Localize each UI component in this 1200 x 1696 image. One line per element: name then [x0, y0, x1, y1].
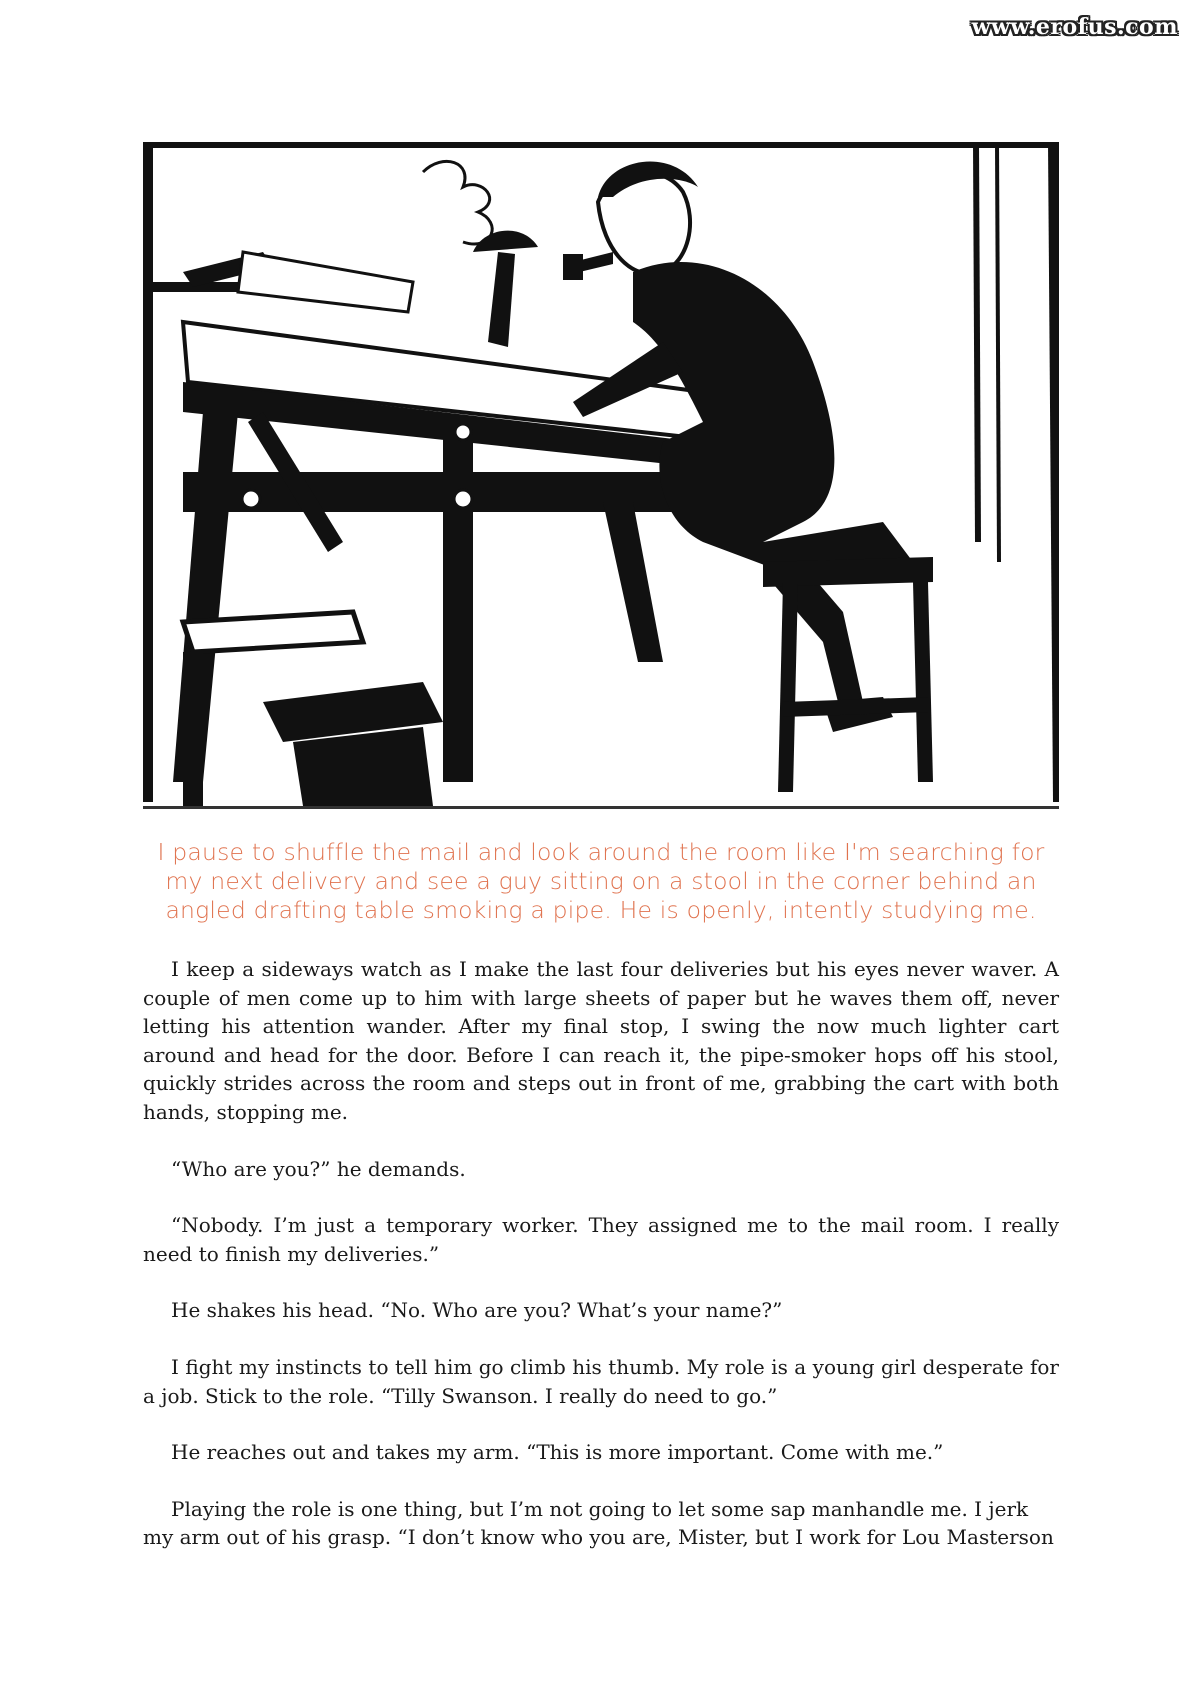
- illustration-caption: I pause to shuffle the mail and look around the room like I'm searching for my next delivery and see a guy sitting on a stool in the corner behind an angled drafting table smoking a pipe. He is openly, intently studying me.: [157, 838, 1045, 924]
- illustration-drafting-table: [143, 142, 1059, 809]
- watermark: www.erofus.com: [971, 14, 1178, 40]
- paragraph: “Nobody. I’m just a temporary worker. They assigned me to the mail room. I really need to finish my deliveries.”: [143, 1213, 1059, 1266]
- paragraph: I keep a sideways watch as I make the last four deliveries but his eyes never waver. A couple of men come up to him with large sheets of paper but he waves them off, never letting his attention wander. After my final stop, I swing the now much lighter cart around and head for the door. Before I can reach it, the pipe-smoker hops off his stool, quickly strides across the room and steps out in front of me, grabbing the cart with both hands, stopping me.: [143, 957, 1059, 1124]
- paragraph: He shakes his head. “No. Who are you? What’s your name?”: [171, 1298, 783, 1323]
- paragraph: He reaches out and takes my arm. “This is more important. Come with me.”: [171, 1440, 944, 1465]
- story-body: [143, 955, 1059, 1580]
- paragraph: I fight my instincts to tell him go climb his thumb. My role is a young girl desperate for a job. Stick to the role. “Tilly Swanson. I really do need to go.”: [143, 1354, 1059, 1408]
- paragraph: Playing the role is one thing, but I’m not going to let some sap manhandle me. I jerk my arm out of his grasp. “I don’t know who you are, Mister, but I work for Lou Masterson: [143, 1496, 1054, 1550]
- ink-drawing: [143, 142, 1059, 806]
- paragraph: “Who are you?” he demands.: [171, 1156, 466, 1181]
